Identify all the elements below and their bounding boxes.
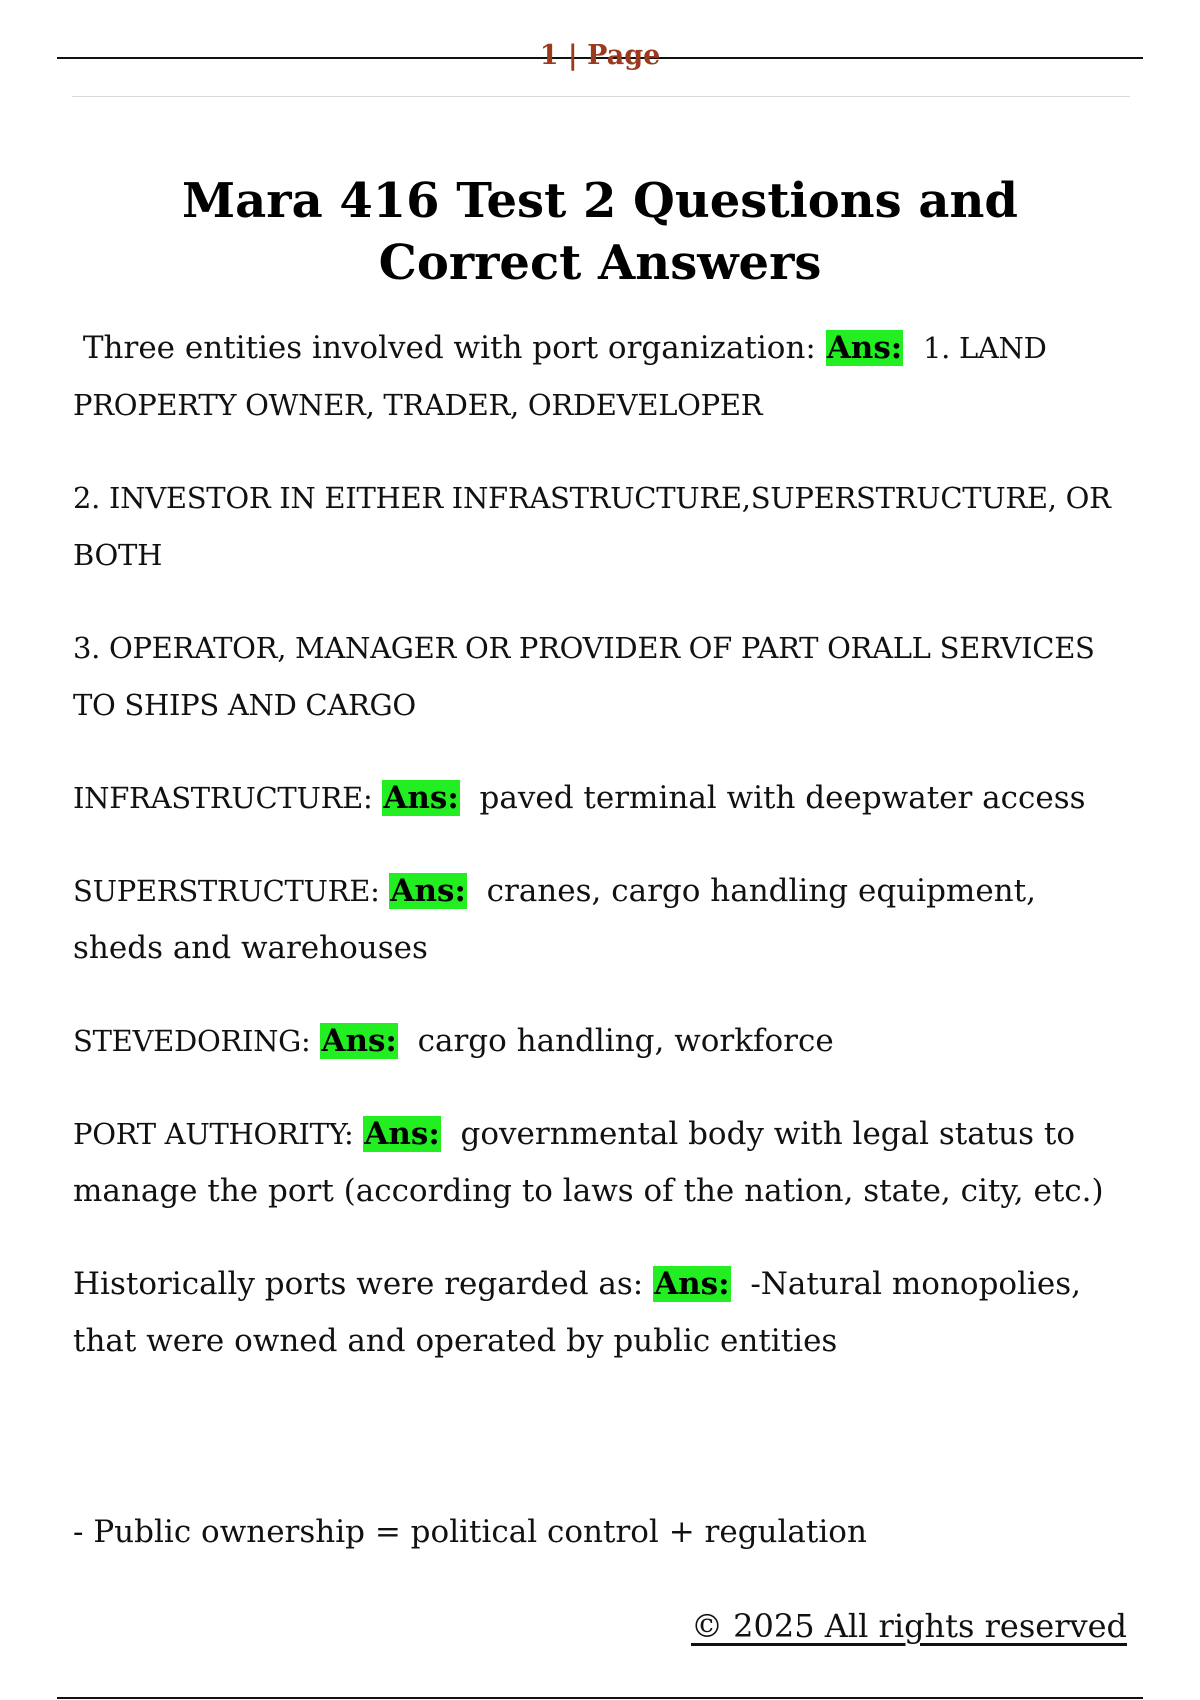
question-text: Three entities involved with port organization: <box>82 330 816 366</box>
copyright-notice: © 2025 All rights reserved <box>691 1607 1127 1645</box>
ans-label: Ans: <box>364 1116 440 1152</box>
qa-continuation <box>73 620 1133 734</box>
answer-continuation-text: 2. INVESTOR IN EITHER INFRASTRUCTURE,SUPERSTRUCTURE, OR BOTH <box>73 481 1111 572</box>
document-title: Mara 416 Test 2 Questions and Correct Answers <box>182 173 1018 291</box>
question-text: PORT AUTHORITY: <box>73 1117 354 1151</box>
qa-item <box>73 1256 1133 1370</box>
answer-text: governmental body with legal status to manage the port (according to laws of the nation, state, city, etc.) <box>73 1116 1104 1209</box>
ans-label: Ans: <box>383 780 459 816</box>
ans-label: Ans: <box>654 1266 730 1302</box>
qa-item <box>73 320 1133 434</box>
ans-label: Ans: <box>826 330 903 366</box>
answer-text: 1. LAND PROPERTY OWNER, TRADER, ORDEVELOPER <box>73 331 1047 422</box>
question-text: SUPERSTRUCTURE: <box>73 874 380 908</box>
qa-continuation <box>73 1504 1133 1561</box>
answer-continuation-text: - Public ownership = political control + regulation <box>73 1514 867 1550</box>
qa-item <box>73 770 1133 827</box>
header-divider <box>72 96 1130 97</box>
qa-content <box>73 320 1133 1597</box>
answer-text: paved terminal with deepwater access <box>479 780 1086 816</box>
ans-label: Ans: <box>390 873 466 909</box>
blank-gap <box>73 1406 1133 1504</box>
page-number-label: 1 | Page <box>539 40 661 71</box>
qa-item <box>73 1106 1133 1220</box>
answer-text: cargo handling, workforce <box>417 1023 834 1059</box>
question-text: STEVEDORING: <box>73 1024 311 1058</box>
footer-rule <box>57 1697 1143 1699</box>
answer-text: cranes, cargo handling equipment, sheds and warehouses <box>73 873 1036 966</box>
ans-label: Ans: <box>321 1023 397 1059</box>
question-text: Historically ports were regarded as: <box>73 1266 644 1302</box>
qa-item <box>73 863 1133 977</box>
answer-text: -Natural monopolies, that were owned and operated by public entities <box>73 1266 1082 1359</box>
question-text: INFRASTRUCTURE: <box>73 781 373 815</box>
qa-item <box>73 1013 1133 1070</box>
answer-continuation-text: 3. OPERATOR, MANAGER OR PROVIDER OF PART ORALL SERVICES TO SHIPS AND CARGO <box>73 631 1095 722</box>
qa-continuation <box>73 470 1133 584</box>
